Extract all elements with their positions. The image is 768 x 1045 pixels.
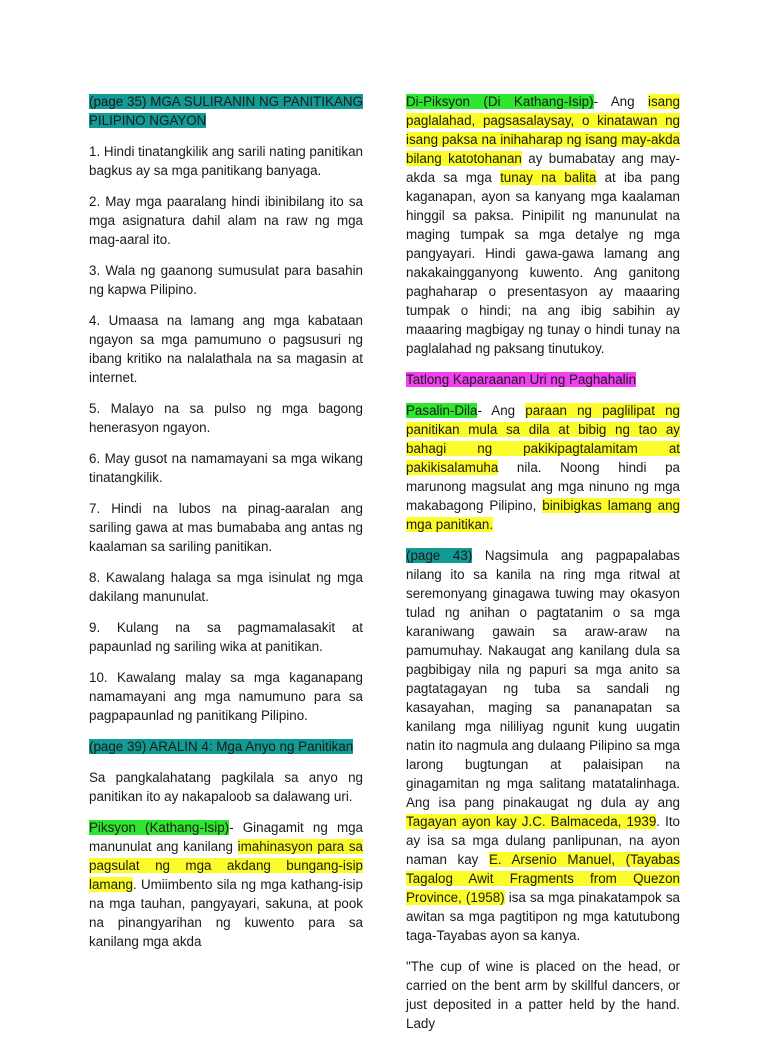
problems-heading-page: (page 35) [89,94,147,109]
dipiksyon-paragraph: Di-Piksyon (Di Kathang-Isip)- Ang isang paglalahad, pagsasalaysay, o kinatawan ng isang paksa na inihaharap ng isang may-akda bilang katotohanan ay bumabatay ang may-akda sa mga tunay na balita at iba pang kaganapan, ayon sa kanyang mga kaalaman hinggil sa paksa. Pinipilit ng manunulat na maging tumpak sa mga detalye ng mga pangyayari. Hindi gawa-gawa lamang ang nakakaingganyong kuwento. Ang ganitong paghaharap o presentasyon ay maaaring tumpak o hindi; na ang ibig sabihin ay maaaring magbigay ng tunay o hindi tunay na paglalahad ng paksang tinutukoy. [406,94,680,356]
quote-paragraph: "The cup of wine is placed on the head, or carried on the bent arm by skillful dancers, or just deposited in a patter held by the hand. Lady [406,959,680,1031]
page43-paragraph: (page 43) Nagsimula ang pagpapalabas nilang ito sa kanila na ring mga ritwal at seremonyang ginagawa tuwing may okasyon tulad ng anihan o pagtatanim o sa mga karaniwang gawain sa araw-araw na pamumuhay. Nakaugat ang kanilang dula sa pagbibigay nila ng papuri sa mga anito sa pagtatagayan ng tuba sa sandali ng kasayahan, maging sa pananapatan sa kanilang mga nililiyag ngunit kung uugatin natin ito nagmula ang dulaang Pilipino sa mga larong bugtungan at palaisipan na ginagamitan ng mga salitang matatalinhaga. Ang isa pang pinakaugat ng dula ay ang Tagayan ayon kay J.C. Balmaceda, 1939. Ito ay isa sa mga dulang panlipunan, na ayon naman kay E. Arsenio Manuel, (Tayabas Tagalog Awit Fragments from Quezon Province, (1958) isa sa mga pinakatampok sa awitan sa mga pagtitipon ng mga katutubong taga-Tayabas ayon sa kanya. [406,548,680,943]
piksyon-term: Piksyon (Kathang-Isip) [89,820,230,835]
left-column [89,92,363,963]
page43-tag: (page 43) [406,548,473,563]
problem-item-4: 4. Umaasa na lamang ang mga kabataan ngayon sa mga pamumuno o pagsusuri ng ibang kritiko na nalalathala na sa magasin at internet. [89,313,363,385]
tatlong-heading-text: Tatlong Kaparaanan Uri ng Paghahalin [406,372,637,387]
problem-item-8: 8. Kawalang halaga sa mga isinulat ng mga dakilang manunulat. [89,570,363,604]
problem-item-5: 5. Malayo na sa pulso ng mga bagong henerasyon ngayon. [89,401,363,435]
aralin-heading [89,737,363,756]
pasalin-highlight-1: paraan ng paglilipat ng panitikan mula sa dila at bibig ng tao ay bahagi ng pakikipagtalamitam at pakikisalamuha [406,403,680,475]
dipiksyon-term: Di-Piksyon (Di Kathang-Isip) [406,94,594,109]
problems-heading [89,92,363,130]
tatlong-heading [406,370,680,389]
right-column [406,92,680,1045]
dipiksyon-highlight-2: tunay na balita [500,170,597,185]
problem-item-10: 10. Kawalang malay sa mga kaganapang namamayani ang mga namumuno para sa pagpapaunlad ng panitikang Pilipino. [89,670,363,723]
dipiksyon-highlight-1: isang paglalahad, pagsasalaysay, o kinatawan ng isang paksa na inihaharap ng isang may-akda bilang katotohanan [406,94,680,166]
problem-item-1: 1. Hindi tinatangkilik ang sarili nating panitikan bagkus ay sa mga panitikang banyaga. [89,144,363,178]
problem-item-7: 7. Hindi na lubos na pinag-aaralan ang sariling gawa at mas bumababa ang antas ng kaalaman sa sariling panitikan. [89,501,363,554]
problems-heading-title: MGA SULIRANIN NG PANITIKANG PILIPINO NGAYON [89,94,363,128]
problem-item-3: 3. Wala ng gaanong sumusulat para basahin ng kapwa Pilipino. [89,263,363,297]
page43-highlight-1: Tagayan ayon kay J.C. Balmaceda, 1939 [406,814,657,829]
pasalin-term: Pasalin-Dila [406,403,478,418]
problem-item-9: 9. Kulang na sa pagmamalasakit at papaunlad ng sariling wika at panitikan. [89,620,363,654]
forms-intro: Sa pangkalahatang pagkilala sa anyo ng panitikan ito ay nakapaloob sa dalawang uri. [89,770,363,804]
piksyon-paragraph: Piksyon (Kathang-Isip)- Ginagamit ng mga manunulat ang kanilang imahinasyon para sa pagsulat ng mga akdang bungang-isip lamang. Umiimbento sila ng mga kathang-isip na mga tauhan, pangyayari, sakuna, at pook na pinangyarihan ng kuwento para sa kanilang mga akda [89,820,363,949]
page43-highlight-2: E. Arsenio Manuel, (Tayabas Tagalog Awit Fragments from Quezon Province, (1958) [406,852,680,905]
problem-item-6: 6. May gusot na namamayani sa mga wikang tinatangkilik. [89,451,363,485]
problem-item-2: 2. May mga paaralang hindi ibinibilang ito sa mga asignatura dahil alam na raw ng mga mag-aaral ito. [89,194,363,247]
aralin-heading-text: (page 39) ARALIN 4: Mga Anyo ng Panitikan [89,739,354,754]
pasalin-paragraph: Pasalin-Dila- Ang paraan ng paglilipat ng panitikan mula sa dila at bibig ng tao ay bahagi ng pakikipagtalamitam at pakikisalamuha nila. Noong hindi pa marunong magsulat ang mga ninuno ng mga makabagong Pilipino, binibigkas lamang ang mga panitikan. [406,403,680,532]
pasalin-highlight-2: binibigkas lamang ang mga panitikan. [406,498,680,532]
piksyon-highlight: imahinasyon para sa pagsulat ng mga akdang bungang-isip lamang [89,839,363,892]
